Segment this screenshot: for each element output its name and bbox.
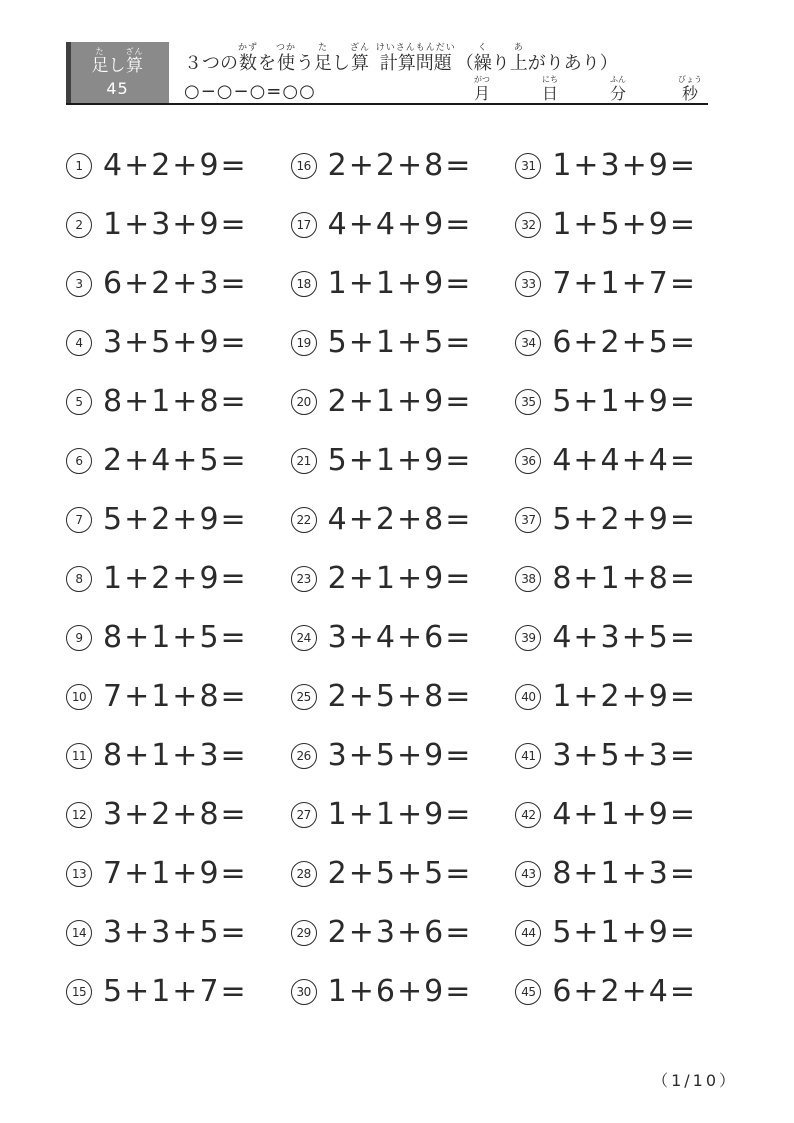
ruby-segment [474,43,492,75]
problem-number: 25 [291,684,317,710]
problem-expression: 2+4+5= [103,442,248,478]
problem-expression: 5+1+9= [327,442,473,478]
problem-expression: 3+2+8= [103,797,248,833]
furigana: あ [513,43,524,53]
base-text: がりあり） [527,53,618,74]
problem-expression: 4+2+9= [103,147,248,183]
problem-item [515,727,740,786]
page-indicator: （1/10） [652,1071,738,1090]
base-text: （ [455,53,474,74]
problem-number: 21 [291,448,317,474]
problem-item [291,136,516,195]
problem-number: 15 [66,979,92,1005]
problem-expression: 3+5+3= [552,738,697,774]
category-box-accent-bar [66,42,71,103]
problem-expression: 1+3+9= [103,206,248,242]
problem-expression: 8+1+8= [552,560,697,596]
problem-number: 41 [515,743,541,769]
problem-expression: 8+1+3= [552,856,697,892]
problem-number: 19 [291,330,317,356]
problem-item [291,963,516,1022]
problem-item [515,136,740,195]
problem-expression: 5+2+9= [103,501,248,537]
ruby-segment [184,43,238,75]
problem-item [66,549,291,608]
problem-expression: 7+1+8= [103,679,248,715]
problem-expression: 4+1+9= [552,797,697,833]
problem-item [291,313,516,372]
worksheet-number: 45 [106,79,129,99]
date-field-label: 秒 [681,83,698,103]
problem-expression: 6+2+5= [552,324,697,360]
problem-expression: 3+5+9= [327,738,473,774]
base-text: 上 [509,53,528,74]
category-label [92,47,144,77]
problem-item [515,668,740,727]
problem-number: 26 [291,743,317,769]
problem-number: 32 [515,212,541,238]
problem-item [66,254,291,313]
problem-expression: 2+2+8= [327,147,473,183]
problem-item [66,313,291,372]
furigana: つか [276,43,297,53]
problem-number: 45 [515,979,541,1005]
problem-number: 17 [291,212,317,238]
problem-number: 24 [291,625,317,651]
problem-number: 8 [66,566,92,592]
problem-number: 29 [291,920,317,946]
furigana: た [318,43,329,53]
problem-number: 31 [515,153,541,179]
problem-expression: 2+5+5= [327,856,473,892]
ruby-segment [456,43,474,75]
problem-item [515,313,740,372]
furigana: にち [541,74,558,84]
problem-expression: 2+1+9= [327,383,473,419]
furigana: けいさんもんだい [375,43,456,53]
date-field-label: 分 [609,83,626,103]
problem-expression: 8+1+8= [103,383,248,419]
date-field-日 [542,75,558,103]
problem-item [291,549,516,608]
problem-number: 13 [66,861,92,887]
problem-expression: 6+2+3= [103,265,248,301]
problem-expression: 4+4+9= [327,206,473,242]
base-text: し [108,55,126,76]
problem-number: 12 [66,802,92,828]
date-field-label: 日 [541,83,558,103]
ruby-segment [492,43,510,75]
worksheet-title [184,42,708,75]
problem-item [515,490,740,549]
problem-item [66,845,291,904]
problem-number: 22 [291,507,317,533]
problem-expression: 5+1+9= [552,915,697,951]
problem-item [291,490,516,549]
header-main [184,42,708,103]
category-box [66,42,169,103]
problems-grid [66,136,740,1022]
base-text: 数 [239,53,257,74]
problem-pattern: ○−○−○=○○ [184,81,316,103]
furigana: ざん [350,43,371,53]
problem-expression: 2+5+8= [327,679,473,715]
date-time-fields [474,75,702,103]
problem-item [66,727,291,786]
problem-item [291,431,516,490]
problem-item [515,549,740,608]
problem-item [291,609,516,668]
problem-number: 9 [66,625,92,651]
problem-expression: 3+3+5= [103,915,248,951]
problem-item [515,904,740,963]
problem-number: 40 [515,684,541,710]
base-text: 繰 [473,53,492,74]
ruby-segment [510,43,528,75]
problem-item [66,904,291,963]
problem-number: 28 [291,861,317,887]
problem-item [515,609,740,668]
problem-number: 38 [515,566,541,592]
problem-item [66,431,291,490]
base-text: り [491,53,510,74]
problem-item [66,786,291,845]
ruby-segment [258,43,276,75]
base-text: 使 [277,53,296,74]
problem-number: 35 [515,389,541,415]
furigana: た [95,46,105,56]
problem-number: 6 [66,448,92,474]
problem-item [291,195,516,254]
problem-expression: 4+3+5= [552,620,697,656]
problem-expression: 1+2+9= [552,679,697,715]
problem-number: 5 [66,389,92,415]
furigana: ふん [609,74,626,84]
base-text: し [332,53,351,74]
date-field-秒 [678,75,702,103]
problem-number: 37 [515,507,541,533]
problem-item [66,136,291,195]
problem-number: 36 [515,448,541,474]
worksheet-header [66,42,708,105]
problem-expression: 2+3+6= [327,915,473,951]
problem-number: 34 [515,330,541,356]
problem-item [291,727,516,786]
header-sub-row [184,75,708,105]
base-text: う [296,53,315,74]
ruby-segment [126,47,144,77]
problem-number: 44 [515,920,541,946]
problem-item [66,668,291,727]
problem-item [291,668,516,727]
problem-number: 27 [291,802,317,828]
problem-item [515,195,740,254]
problem-expression: 5+2+9= [552,501,697,537]
problem-number: 20 [291,389,317,415]
problem-item [515,431,740,490]
base-text: 算 [351,53,370,74]
base-text: 計算問題 [379,53,452,74]
problem-expression: 2+1+9= [327,560,473,596]
problem-expression: 1+2+9= [103,560,248,596]
base-text: ３つの [184,53,238,74]
furigana: く [477,43,488,53]
ruby-segment [109,47,126,77]
furigana: ざん [125,46,144,56]
problem-expression: 3+4+6= [327,620,473,656]
problem-item [291,845,516,904]
problem-number: 16 [291,153,317,179]
date-field-分 [610,75,626,103]
problem-item [291,254,516,313]
problem-number: 4 [66,330,92,356]
problem-item [515,372,740,431]
base-text: 足 [314,53,333,74]
problem-expression: 1+3+9= [552,147,697,183]
ruby-segment [332,43,350,75]
problem-number: 33 [515,271,541,297]
problem-number: 7 [66,507,92,533]
problem-item [515,963,740,1022]
problem-expression: 1+5+9= [552,206,697,242]
problem-expression: 4+2+8= [327,501,473,537]
problem-expression: 5+1+5= [327,324,473,360]
problem-number: 14 [66,920,92,946]
ruby-segment [276,43,296,75]
problem-item [515,786,740,845]
problem-expression: 4+4+4= [552,442,697,478]
problem-expression: 1+1+9= [327,797,473,833]
problem-expression: 7+1+7= [552,265,697,301]
problem-number: 39 [515,625,541,651]
problem-item [66,963,291,1022]
problem-number: 3 [66,271,92,297]
problem-expression: 3+5+9= [103,324,248,360]
problem-item [66,372,291,431]
problem-number: 30 [291,979,317,1005]
ruby-segment [238,43,258,75]
problem-item [291,372,516,431]
problem-item [66,609,291,668]
problem-expression: 8+1+3= [103,738,248,774]
problem-item [291,786,516,845]
problem-number: 10 [66,684,92,710]
problem-item [291,904,516,963]
problem-item [515,254,740,313]
problem-number: 23 [291,566,317,592]
problem-number: 2 [66,212,92,238]
base-text: 足 [91,55,109,76]
problem-number: 1 [66,153,92,179]
problem-number: 42 [515,802,541,828]
problem-number: 18 [291,271,317,297]
furigana: がつ [473,74,490,84]
date-field-月 [474,75,490,103]
ruby-segment [314,43,332,75]
problem-item [66,490,291,549]
problem-number: 11 [66,743,92,769]
problem-item [515,845,740,904]
problem-item [66,195,291,254]
problem-expression: 5+1+9= [552,383,697,419]
ruby-segment [528,43,618,75]
ruby-segment [350,43,370,75]
base-text: を [258,53,277,74]
ruby-segment [92,47,109,77]
problem-number: 43 [515,861,541,887]
ruby-segment [296,43,314,75]
furigana: かず [238,43,259,53]
problem-expression: 8+1+5= [103,620,248,656]
ruby-segment [376,43,456,75]
furigana: びょう [678,74,702,84]
problem-expression: 6+2+4= [552,974,697,1010]
date-field-label: 月 [473,83,490,103]
problem-expression: 1+1+9= [327,265,473,301]
problem-expression: 5+1+7= [103,974,248,1010]
problem-expression: 7+1+9= [103,856,248,892]
problem-expression: 1+6+9= [327,974,473,1010]
base-text: 算 [126,55,143,76]
